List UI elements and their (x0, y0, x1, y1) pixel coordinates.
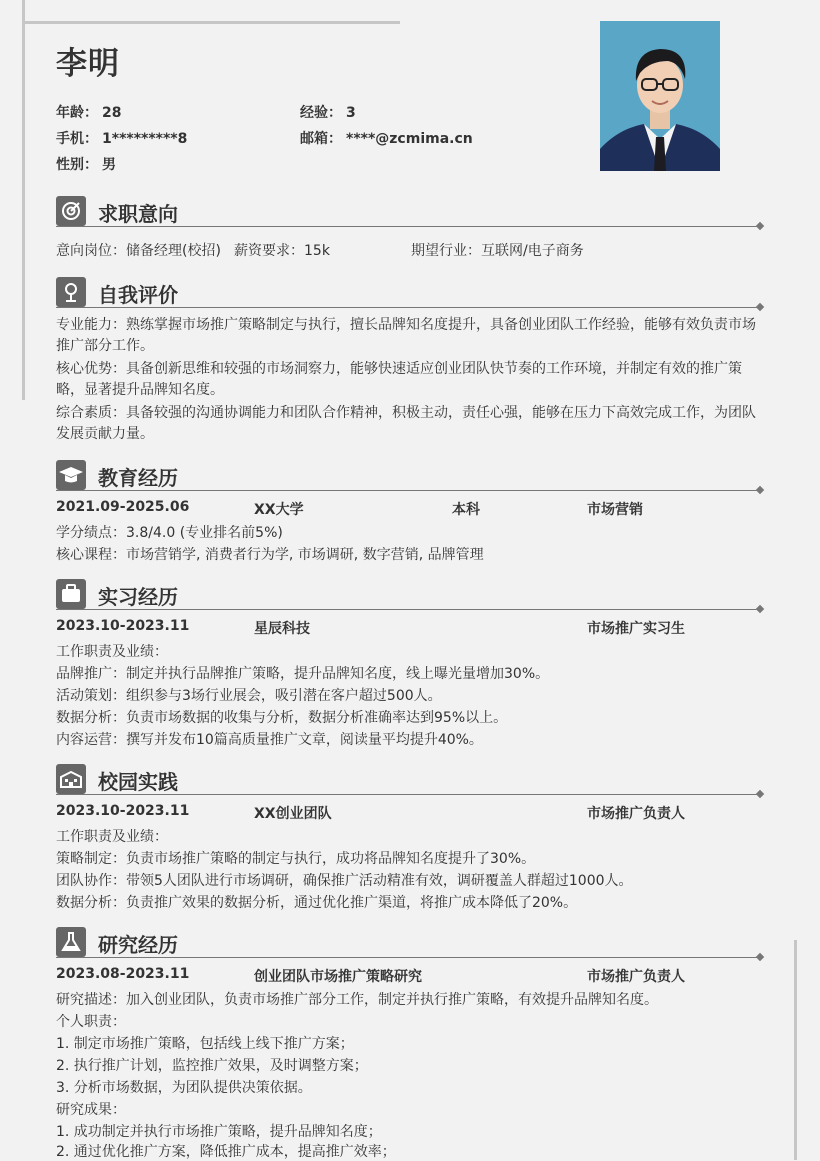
research-detail: 研究描述：加入创业团队，负责市场推广部分工作，制定并执行推广策略，有效提升品牌知名度。 (56, 992, 658, 1008)
section-header-education (56, 460, 764, 492)
section-header-self-eval (56, 277, 764, 309)
education-row (56, 499, 768, 519)
target-icon (56, 196, 86, 226)
section-header-research (56, 927, 764, 959)
decorative-vertical-line (22, 0, 25, 400)
campus-detail: 团队协作：带领5人团队进行市场调研，确保推广活动精准有效，调研覆盖人群超过1000人。 (56, 873, 633, 889)
job-salary: 薪资要求：15k (234, 243, 330, 259)
section-divider (56, 307, 758, 308)
internship-row (56, 618, 768, 638)
internship-detail: 数据分析：负责市场数据的收集与分析，数据分析准确率达到95%以上。 (56, 710, 508, 726)
research-detail: 1. 成功制定并执行市场推广策略，提升品牌知名度； (56, 1124, 382, 1140)
research-project: 创业团队市场推广策略研究 (254, 969, 422, 985)
age-info: 年龄： 28 (56, 105, 122, 121)
research-detail: 个人职责： (56, 1014, 126, 1030)
campus-detail: 数据分析：负责推广效果的数据分析，通过优化推广渠道，将推广成本降低了20%。 (56, 895, 578, 911)
section-header-job-intent (56, 196, 764, 228)
self-eval-paragraph: 专业能力：熟练掌握市场推广策略制定与执行，擅长品牌知名度提升，具备创业团队工作经验，能够有效负责市场推广部分工作。 (56, 317, 756, 354)
experience-info: 经验： 3 (300, 105, 356, 121)
section-header-campus (56, 764, 764, 796)
research-detail: 1. 制定市场推广策略，包括线上线下推广方案； (56, 1036, 354, 1052)
section-title: 实习经历 (98, 585, 178, 609)
education-date: 2021.09-2025.06 (56, 499, 190, 515)
section-title: 研究经历 (98, 933, 178, 957)
internship-date: 2023.10-2023.11 (56, 618, 190, 634)
education-degree: 本科 (452, 502, 480, 518)
section-title: 校园实践 (98, 770, 178, 794)
internship-detail: 工作职责及业绩： (56, 644, 168, 660)
campus-row (56, 803, 768, 823)
school-building-icon (56, 764, 86, 794)
briefcase-icon (56, 579, 86, 609)
research-row (56, 966, 768, 986)
flask-icon (56, 927, 86, 957)
education-major: 市场营销 (587, 502, 643, 518)
section-title: 自我评价 (98, 283, 178, 307)
section-divider (56, 957, 758, 958)
job-industry: 期望行业：互联网/电子商务 (411, 243, 584, 259)
profile-photo (600, 21, 720, 171)
research-detail: 研究成果： (56, 1102, 126, 1118)
section-divider-end (756, 486, 764, 494)
education-detail: 核心课程：市场营销学, 消费者行为学, 市场调研, 数字营销, 品牌管理 (56, 547, 484, 563)
section-divider-end (756, 790, 764, 798)
research-role: 市场推广负责人 (587, 969, 685, 985)
internship-company: 星辰科技 (254, 621, 310, 637)
section-divider (56, 226, 758, 227)
section-title: 求职意向 (98, 202, 178, 226)
research-detail: 3. 分析市场数据，为团队提供决策依据。 (56, 1080, 312, 1096)
graduation-cap-icon (56, 460, 86, 490)
internship-detail: 内容运营：撰写并发布10篇高质量推广文章，阅读量平均提升40%。 (56, 732, 483, 748)
email-info: 邮箱： ****@zcmima.cn (300, 131, 473, 147)
campus-detail: 工作职责及业绩： (56, 829, 168, 845)
phone-info: 手机： 1*********8 (56, 131, 188, 147)
decorative-horizontal-line (22, 21, 400, 24)
section-divider (56, 609, 758, 610)
section-divider (56, 490, 758, 491)
education-school: XX大学 (254, 502, 304, 518)
job-position: 意向岗位：储备经理(校招) (56, 243, 221, 259)
gender-info: 性别： 男 (56, 157, 116, 173)
section-divider (56, 794, 758, 795)
internship-detail: 活动策划：组织参与3场行业展会，吸引潜在客户超过500人。 (56, 688, 442, 704)
research-detail: 2. 执行推广计划，监控推广效果，及时调整方案； (56, 1058, 368, 1074)
campus-detail: 策略制定：负责市场推广策略的制定与执行，成功将品牌知名度提升了30%。 (56, 851, 536, 867)
section-divider-end (756, 303, 764, 311)
candidate-name: 李明 (56, 46, 120, 82)
section-header-internship (56, 579, 764, 611)
section-title: 教育经历 (98, 466, 178, 490)
research-date: 2023.08-2023.11 (56, 966, 190, 982)
campus-org: XX创业团队 (254, 806, 332, 822)
campus-date: 2023.10-2023.11 (56, 803, 190, 819)
section-divider-end (756, 605, 764, 613)
self-eval-paragraph: 综合素质：具备较强的沟通协调能力和团队合作精神，积极主动，责任心强，能够在压力下高效完成工作，为团队发展贡献力量。 (56, 405, 756, 442)
award-icon (56, 277, 86, 307)
research-detail: 2. 通过优化推广方案，降低推广成本，提高推广效率； (56, 1144, 396, 1160)
section-divider-end (756, 953, 764, 961)
internship-detail: 品牌推广：制定并执行品牌推广策略，提升品牌知名度，线上曝光量增加30%。 (56, 666, 550, 682)
decorative-vertical-line-right (794, 940, 797, 1160)
internship-role: 市场推广实习生 (587, 621, 685, 637)
self-eval-paragraph: 核心优势：具备创新思维和较强的市场洞察力，能够快速适应创业团队快节奏的工作环境，并制定有效的推广策略，显著提升品牌知名度。 (56, 361, 742, 398)
education-detail: 学分绩点：3.8/4.0 (专业排名前5%) (56, 525, 283, 541)
section-divider-end (756, 222, 764, 230)
campus-role: 市场推广负责人 (587, 806, 685, 822)
